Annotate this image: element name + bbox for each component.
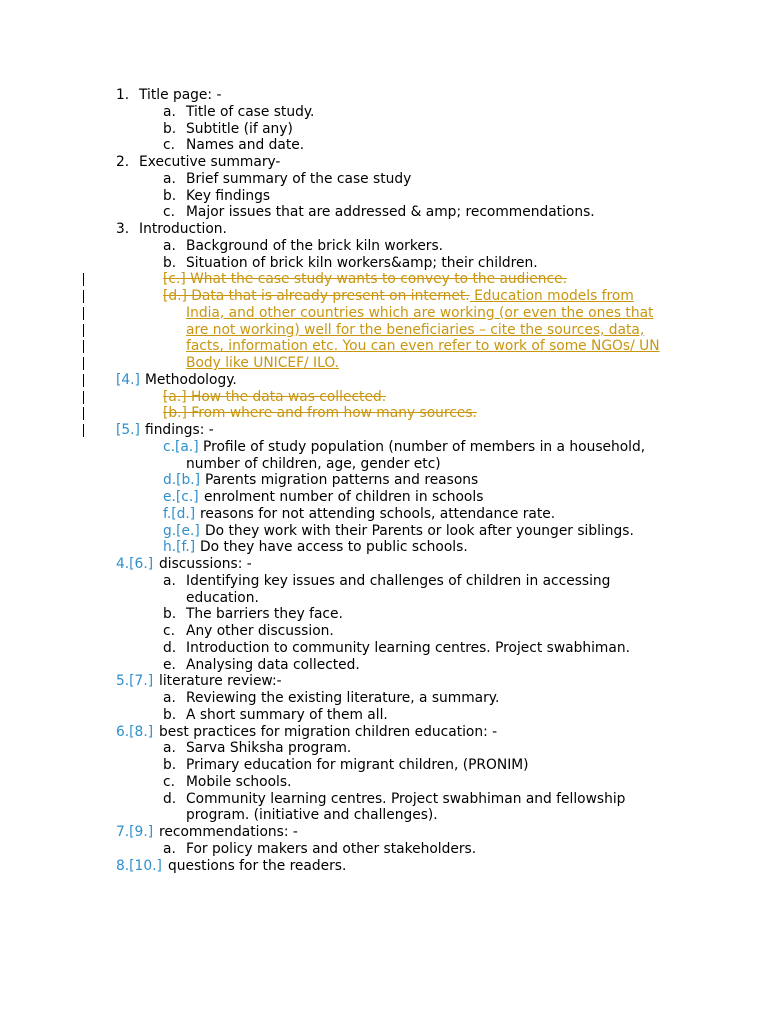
tracked-deletion-line bbox=[0, 389, 768, 406]
item-text: Background of the brick kiln workers. bbox=[186, 237, 444, 254]
outline-subitem bbox=[0, 506, 768, 523]
item-text: program. (initiative and challenges). bbox=[186, 807, 438, 824]
outline-subitem bbox=[0, 238, 768, 255]
item-text: Executive summary- bbox=[139, 154, 281, 170]
item-text: Title page: - bbox=[139, 87, 222, 103]
item-text: Mobile schools. bbox=[186, 773, 292, 790]
item-letter: c. bbox=[163, 137, 175, 154]
item-letter: d. bbox=[163, 790, 177, 807]
tracked-deletion-line bbox=[0, 405, 768, 422]
item-number: 2. bbox=[116, 154, 130, 170]
item-text: Do they work with their Parents or look after younger siblings. bbox=[205, 522, 634, 539]
outline-subitem-continuation bbox=[0, 590, 768, 607]
outline-subitem bbox=[0, 539, 768, 556]
tracked-insertion-line bbox=[0, 338, 768, 355]
item-text: best practices for migration children education: - bbox=[159, 723, 498, 740]
deleted-text: [b.] From where and from how many sources. bbox=[163, 405, 477, 422]
item-text: number of children, age, gender etc) bbox=[186, 455, 441, 472]
item-letter: e. bbox=[163, 656, 176, 673]
item-number: 6.[8.] bbox=[116, 723, 154, 740]
deleted-text: [d.] Data that is already present on internet. bbox=[163, 288, 470, 304]
item-text: Names and date. bbox=[186, 137, 305, 154]
outline-subitem bbox=[0, 204, 768, 221]
outline-subitem bbox=[0, 472, 768, 489]
outline-subitem bbox=[0, 690, 768, 707]
item-text: enrolment number of children in schools bbox=[204, 489, 484, 505]
outline-subitem bbox=[0, 255, 768, 272]
item-text: Major issues that are addressed & amp; recommendations. bbox=[186, 204, 595, 221]
outline-subitem bbox=[0, 740, 768, 757]
outline-item bbox=[0, 673, 768, 690]
item-letter: d. bbox=[163, 639, 177, 656]
inserted-text: Education models from bbox=[469, 288, 634, 304]
item-text: Primary education for migrant children, (PRONIM) bbox=[186, 757, 529, 773]
change-bar bbox=[83, 374, 84, 387]
item-text: Introduction to community learning centres. Project swabhiman. bbox=[186, 639, 630, 656]
item-number: [5.] bbox=[116, 422, 140, 438]
item-text: findings: - bbox=[145, 422, 214, 438]
item-text: recommendations: - bbox=[159, 824, 298, 840]
item-number: 7.[9.] bbox=[116, 824, 154, 840]
item-text: Title of case study. bbox=[186, 103, 315, 120]
inserted-text: facts, information etc. You can even refer to work of some NGOs/ UN bbox=[186, 338, 660, 355]
outline-subitem bbox=[0, 137, 768, 154]
outline-subitem bbox=[0, 606, 768, 623]
change-bar bbox=[83, 273, 84, 286]
tracked-insertion-line bbox=[0, 322, 768, 339]
item-letter: c.[a.] bbox=[163, 438, 199, 455]
outline-subitem bbox=[0, 640, 768, 657]
outline-subitem-continuation bbox=[0, 456, 768, 473]
outline-subitem bbox=[0, 791, 768, 808]
item-text: reasons for not attending schools, attendance rate. bbox=[200, 505, 556, 522]
item-text: Profile of study population (number of members in a household, bbox=[203, 438, 646, 455]
item-letter: b. bbox=[163, 254, 177, 271]
change-bar bbox=[83, 407, 84, 420]
item-letter: c. bbox=[163, 773, 175, 790]
item-text: questions for the readers. bbox=[168, 857, 347, 874]
outline-subitem bbox=[0, 573, 768, 590]
item-letter: a. bbox=[163, 237, 176, 254]
item-text: Sarva Shiksha program. bbox=[186, 740, 352, 757]
item-text: Introduction. bbox=[139, 221, 227, 237]
item-text: Key findings bbox=[186, 187, 271, 204]
change-bar bbox=[83, 340, 84, 353]
tracked-deletion-line bbox=[0, 271, 768, 288]
outline-item bbox=[0, 824, 768, 841]
outline-subitem bbox=[0, 841, 768, 858]
outline-subitem bbox=[0, 657, 768, 674]
item-letter: b. bbox=[163, 606, 177, 623]
item-letter: d.[b.] bbox=[163, 472, 201, 489]
outline-subitem bbox=[0, 104, 768, 121]
item-letter: b. bbox=[163, 706, 177, 723]
item-letter: c. bbox=[163, 623, 175, 639]
outline-subitem bbox=[0, 707, 768, 724]
outline-subitem bbox=[0, 121, 768, 138]
outline-item bbox=[0, 221, 768, 238]
outline-subitem bbox=[0, 489, 768, 506]
outline-subitem bbox=[0, 757, 768, 774]
outline-item bbox=[0, 556, 768, 573]
item-letter: b. bbox=[163, 120, 177, 137]
outline-subitem bbox=[0, 188, 768, 205]
item-text: Brief summary of the case study bbox=[186, 170, 412, 187]
item-text: Community learning centres. Project swabhiman and fellowship bbox=[186, 790, 626, 807]
outline-subitem bbox=[0, 439, 768, 456]
change-bar bbox=[83, 307, 84, 320]
item-text: Analysing data collected. bbox=[186, 656, 360, 673]
outline-subitem bbox=[0, 774, 768, 791]
item-letter: a. bbox=[163, 103, 176, 120]
change-bar bbox=[83, 357, 84, 370]
change-bar bbox=[83, 391, 84, 404]
change-bar bbox=[83, 424, 84, 437]
tracked-change-line bbox=[0, 288, 768, 305]
item-number: 3. bbox=[116, 221, 130, 237]
item-text: discussions: - bbox=[159, 556, 252, 572]
item-text: Do they have access to public schools. bbox=[200, 539, 468, 556]
inserted-text: Body like UNICEF/ ILO. bbox=[186, 355, 340, 371]
item-letter: a. bbox=[163, 690, 176, 706]
item-number: [4.] bbox=[116, 371, 140, 388]
item-text: Identifying key issues and challenges of children in accessing bbox=[186, 572, 611, 589]
item-text: The barriers they face. bbox=[186, 606, 343, 623]
item-text: education. bbox=[186, 589, 259, 606]
item-letter: a. bbox=[163, 572, 176, 589]
item-letter: g.[e.] bbox=[163, 522, 200, 539]
inserted-text: India, and other countries which are working (or even the ones that bbox=[186, 304, 654, 321]
outline-item bbox=[0, 724, 768, 741]
outline-item bbox=[0, 858, 768, 875]
item-letter: h.[f.] bbox=[163, 539, 196, 556]
item-text: Situation of brick kiln workers&amp; their children. bbox=[186, 254, 538, 271]
item-text: For policy makers and other stakeholders. bbox=[186, 840, 477, 857]
item-text: A short summary of them all. bbox=[186, 706, 388, 723]
outline-item bbox=[0, 422, 768, 439]
item-letter: e.[c.] bbox=[163, 489, 199, 505]
item-letter: b. bbox=[163, 757, 177, 773]
item-letter: a. bbox=[163, 170, 176, 187]
item-number: 5.[7.] bbox=[116, 673, 154, 690]
item-text: literature review:- bbox=[159, 673, 282, 690]
item-letter: a. bbox=[163, 840, 176, 857]
item-letter: a. bbox=[163, 740, 176, 757]
item-text: Parents migration patterns and reasons bbox=[205, 472, 479, 489]
item-number: 1. bbox=[116, 87, 130, 103]
change-bar bbox=[83, 324, 84, 337]
item-number: 8.[10.] bbox=[116, 857, 162, 874]
document-page bbox=[0, 87, 768, 874]
outline-item bbox=[0, 154, 768, 171]
item-text: Methodology. bbox=[145, 371, 237, 388]
item-text: Any other discussion. bbox=[186, 623, 334, 639]
tracked-insertion-line bbox=[0, 305, 768, 322]
item-number: 4.[6.] bbox=[116, 556, 154, 572]
outline-item bbox=[0, 372, 768, 389]
item-text: Subtitle (if any) bbox=[186, 120, 293, 137]
deleted-text: [a.] How the data was collected. bbox=[163, 388, 387, 405]
tracked-insertion-line bbox=[0, 355, 768, 372]
outline-item bbox=[0, 87, 768, 104]
change-bar bbox=[83, 290, 84, 303]
item-letter: b. bbox=[163, 187, 177, 204]
inserted-text: are not working) well for the beneficiaries – cite the sources, data, bbox=[186, 321, 645, 338]
item-letter: f.[d.] bbox=[163, 505, 196, 522]
item-text: Reviewing the existing literature, a summary. bbox=[186, 690, 500, 706]
item-letter: c. bbox=[163, 204, 175, 221]
outline-subitem bbox=[0, 523, 768, 540]
outline-subitem bbox=[0, 623, 768, 640]
tracked-change-text bbox=[163, 288, 634, 305]
outline-subitem bbox=[0, 171, 768, 188]
deleted-text: [c.] What the case study wants to convey to the audience. bbox=[163, 271, 567, 288]
outline-subitem-continuation bbox=[0, 807, 768, 824]
